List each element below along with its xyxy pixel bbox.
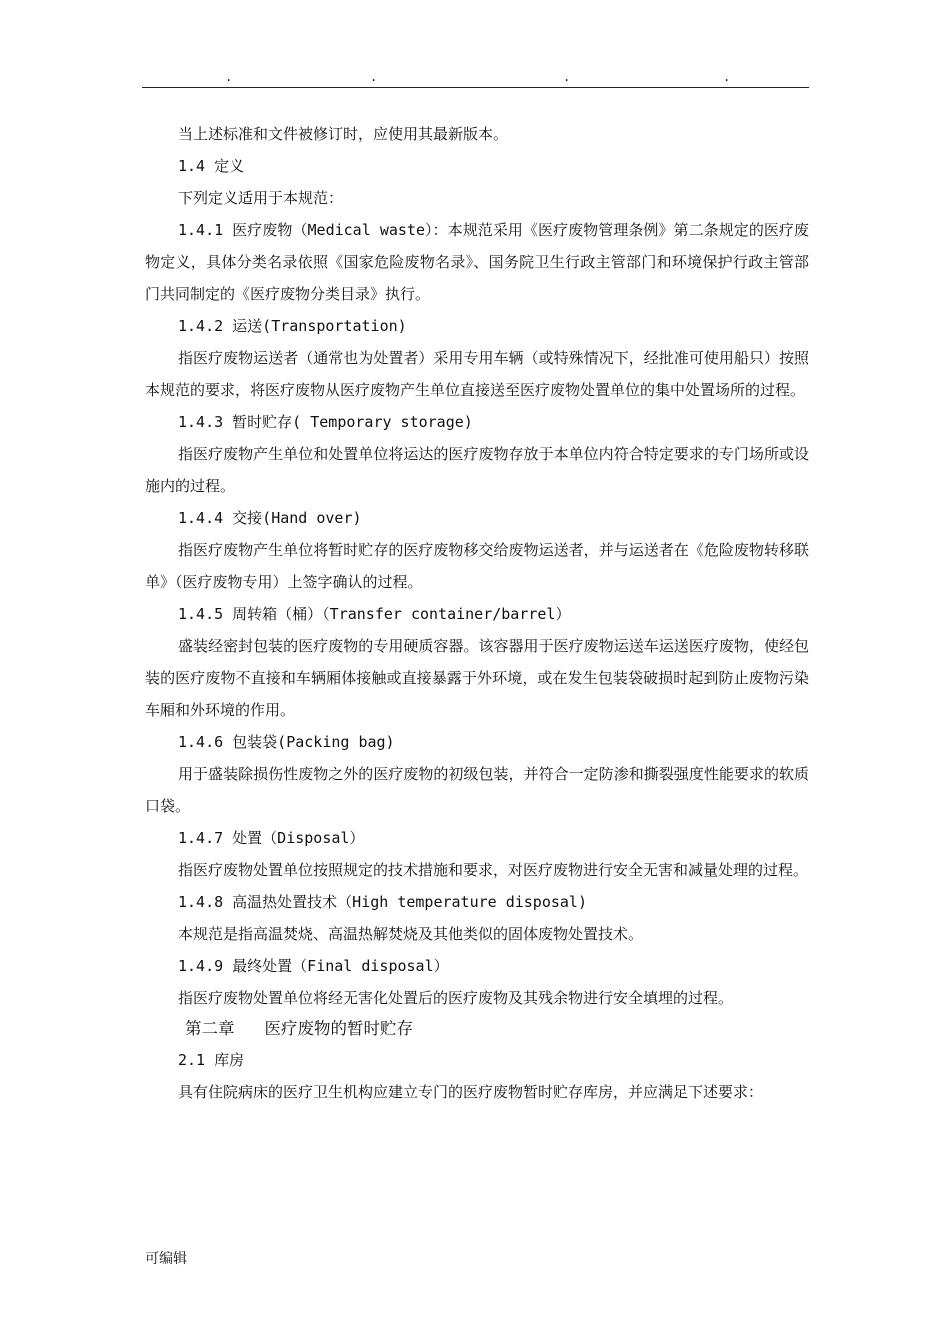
header-dot: . (723, 70, 731, 84)
definition-body-final-disposal: 指医疗废物处置单位将经无害化处置后的医疗废物及其残余物进行安全填埋的过程。 (178, 989, 734, 1007)
definition-body-temporary-storage: 指医疗废物产生单位和处置单位将运达的医疗废物存放于本单位内符合特定要求的专门场所或设施内的过程。 (145, 445, 809, 495)
definition-body-disposal: 指医疗废物处置单位按照规定的技术措施和要求，对医疗废物进行安全无害和减量处理的过程。 (178, 861, 809, 879)
header-dot: . (225, 70, 233, 84)
section-heading-definitions: 1.4 定义 (178, 157, 245, 175)
definition-medical-waste: 1.4.1 医疗废物（Medical waste）：本规范采用《医疗废物管理条例》第二条规定的医疗废物定义，具体分类名录依照《国家危险废物名录》、国务院卫生行政主管部门和环境保护行政主管部门共同制定的《医疗废物分类目录》执行。 (145, 221, 809, 303)
header-dots (145, 70, 810, 84)
definition-heading-transfer-container: 1.4.5 周转箱（桶）（Transfer container/barrel） (178, 605, 571, 623)
definition-heading-temporary-storage: 1.4.3 暂时贮存( Temporary storage) (178, 413, 473, 431)
page-body (145, 118, 809, 1108)
definition-body-hand-over: 指医疗废物产生单位将暂时贮存的医疗废物移交给废物运送者，并与运送者在《危险废物转移联单》（医疗废物专用）上签字确认的过程。 (145, 541, 809, 591)
paragraph-standards-note: 当上述标准和文件被修订时，应使用其最新版本。 (178, 125, 509, 143)
definition-heading-final-disposal: 1.4.9 最终处置（Final disposal） (178, 957, 449, 975)
definition-body-high-temperature: 本规范是指高温焚烧、高温热解焚烧及其他类似的固体废物处置技术。 (178, 925, 644, 943)
chapter-number: 第二章 (185, 1019, 235, 1038)
definition-body-transportation: 指医疗废物运送者（通常也为处置者）采用专用车辆（或特殊情况下，经批准可使用船只）按照本规范的要求，将医疗废物从医疗废物产生单位直接送至医疗废物处置单位的集中处置场所的过程。 (145, 349, 809, 399)
header-dot: . (370, 70, 378, 84)
header-rule (142, 87, 809, 88)
header-dot: . (563, 70, 571, 84)
section-heading-storage-room: 2.1 库房 (178, 1051, 245, 1069)
footer-label: 可编辑 (145, 1251, 187, 1267)
definition-heading-high-temperature: 1.4.8 高温热处置技术（High temperature disposal) (178, 893, 587, 911)
definition-heading-transportation: 1.4.2 运送(Transportation) (178, 317, 407, 335)
chapter-heading (145, 1014, 809, 1044)
definition-body-transfer-container: 盛装经密封包装的医疗废物的专用硬质容器。该容器用于医疗废物运送车运送医疗废物，使经包装的医疗废物不直接和车辆厢体接触或直接暴露于外环境，或在发生包装袋破损时起到防止废物污染车厢和外环境的作用。 (145, 637, 809, 719)
paragraph-definitions-intro: 下列定义适用于本规范： (178, 189, 344, 207)
definition-body-packing-bag: 用于盛装除损伤性废物之外的医疗废物的初级包装，并符合一定防渗和撕裂强度性能要求的软质口袋。 (145, 765, 809, 815)
section-body-storage-room: 具有住院病床的医疗卫生机构应建立专门的医疗废物暂时贮存库房，并应满足下述要求： (178, 1083, 764, 1101)
chapter-title: 医疗废物的暂时贮存 (264, 1019, 413, 1038)
definition-heading-disposal: 1.4.7 处置（Disposal） (178, 829, 365, 847)
definition-heading-packing-bag: 1.4.6 包装袋(Packing bag) (178, 733, 395, 751)
definition-heading-hand-over: 1.4.4 交接(Hand over) (178, 509, 362, 527)
